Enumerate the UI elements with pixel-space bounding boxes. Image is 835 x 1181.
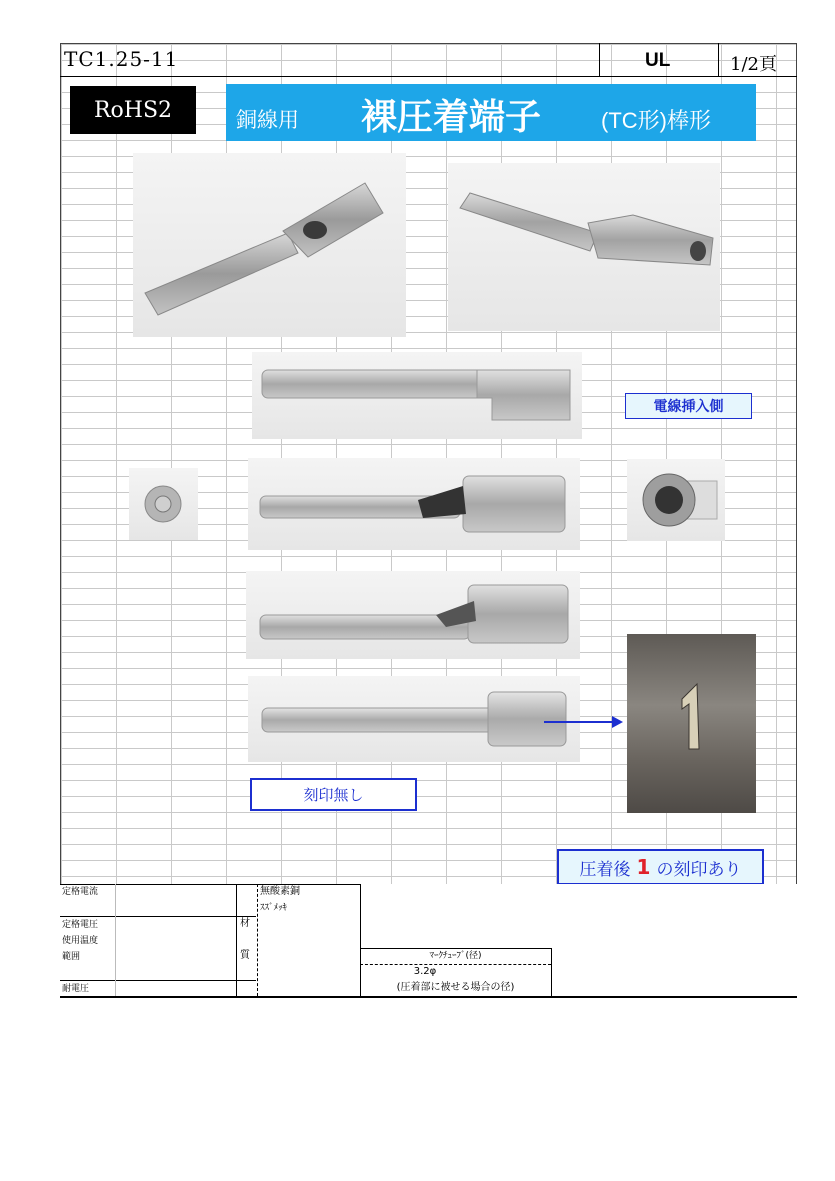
terminal-end-view-barrel <box>627 459 725 541</box>
spec-vline-2 <box>236 884 237 996</box>
marking-note <box>557 849 764 885</box>
ul-standard: UL <box>645 50 671 71</box>
terminal-photo-side-closed <box>252 352 582 439</box>
spec-vline-4 <box>360 884 361 996</box>
tube-line-mid <box>360 964 551 965</box>
terminal-photo-perspective-left <box>133 153 406 337</box>
header-divider-1 <box>599 43 600 77</box>
banner-suffix: (TC形)棒形 <box>601 108 711 133</box>
arrow-line <box>544 721 614 723</box>
rated-current-label: 定格電流 <box>62 887 99 897</box>
title-banner <box>226 84 756 141</box>
banner-prefix: 銅線用 <box>236 109 299 132</box>
terminal-photo-side-open <box>248 458 580 550</box>
spec-line-1 <box>60 916 256 917</box>
product-code: TC1.25-11 <box>64 47 179 71</box>
tube-header: ﾏｰｸﾁｭｰﾌﾞ(径) <box>429 951 482 961</box>
tube-note: (圧着部に被せる場合の径) <box>396 982 515 993</box>
terminal-photo-side-angle <box>246 571 580 659</box>
material-label-2: 質 <box>240 950 250 961</box>
material-value-1: 無酸素銅 <box>260 886 300 897</box>
withstand-voltage-label: 耐電圧 <box>62 984 90 994</box>
tube-line-top <box>360 948 551 949</box>
temp-label-2: 範囲 <box>62 952 81 962</box>
marking-note-after: の刻印あり <box>656 859 742 880</box>
rated-voltage-label: 定格電圧 <box>62 920 99 930</box>
tube-value: 3.2φ <box>413 966 437 977</box>
banner-title: 裸圧着端子 <box>361 96 542 137</box>
spec-vline-3 <box>257 884 258 996</box>
rohs-badge: RoHS2 <box>70 86 196 134</box>
spec-line-bottom <box>60 996 797 998</box>
arrow-head-icon <box>612 716 623 728</box>
marking-closeup-photo <box>627 634 756 813</box>
no-marking-label: 刻印無し <box>250 778 417 811</box>
spec-line-2 <box>60 980 256 981</box>
material-value-2: ｽｽﾞﾒｯｷ <box>260 903 288 913</box>
marking-note-digit: 1 <box>636 855 651 879</box>
material-label-1: 材 <box>240 918 250 929</box>
header-divider-2 <box>718 43 719 77</box>
header-divider <box>60 76 797 77</box>
marking-note-before: 圧着後 <box>579 859 631 880</box>
temp-label-1: 使用温度 <box>62 936 99 946</box>
terminal-end-view-pin <box>129 468 198 540</box>
spec-line-top <box>60 884 360 885</box>
terminal-photo-side-bottom <box>248 676 580 762</box>
terminal-photo-perspective-right <box>448 163 720 331</box>
wire-insert-side-label: 電線挿入側 <box>625 393 752 419</box>
spec-vline-1 <box>115 884 116 996</box>
page-number: 1/2頁 <box>730 54 777 75</box>
tube-vline <box>551 948 552 996</box>
